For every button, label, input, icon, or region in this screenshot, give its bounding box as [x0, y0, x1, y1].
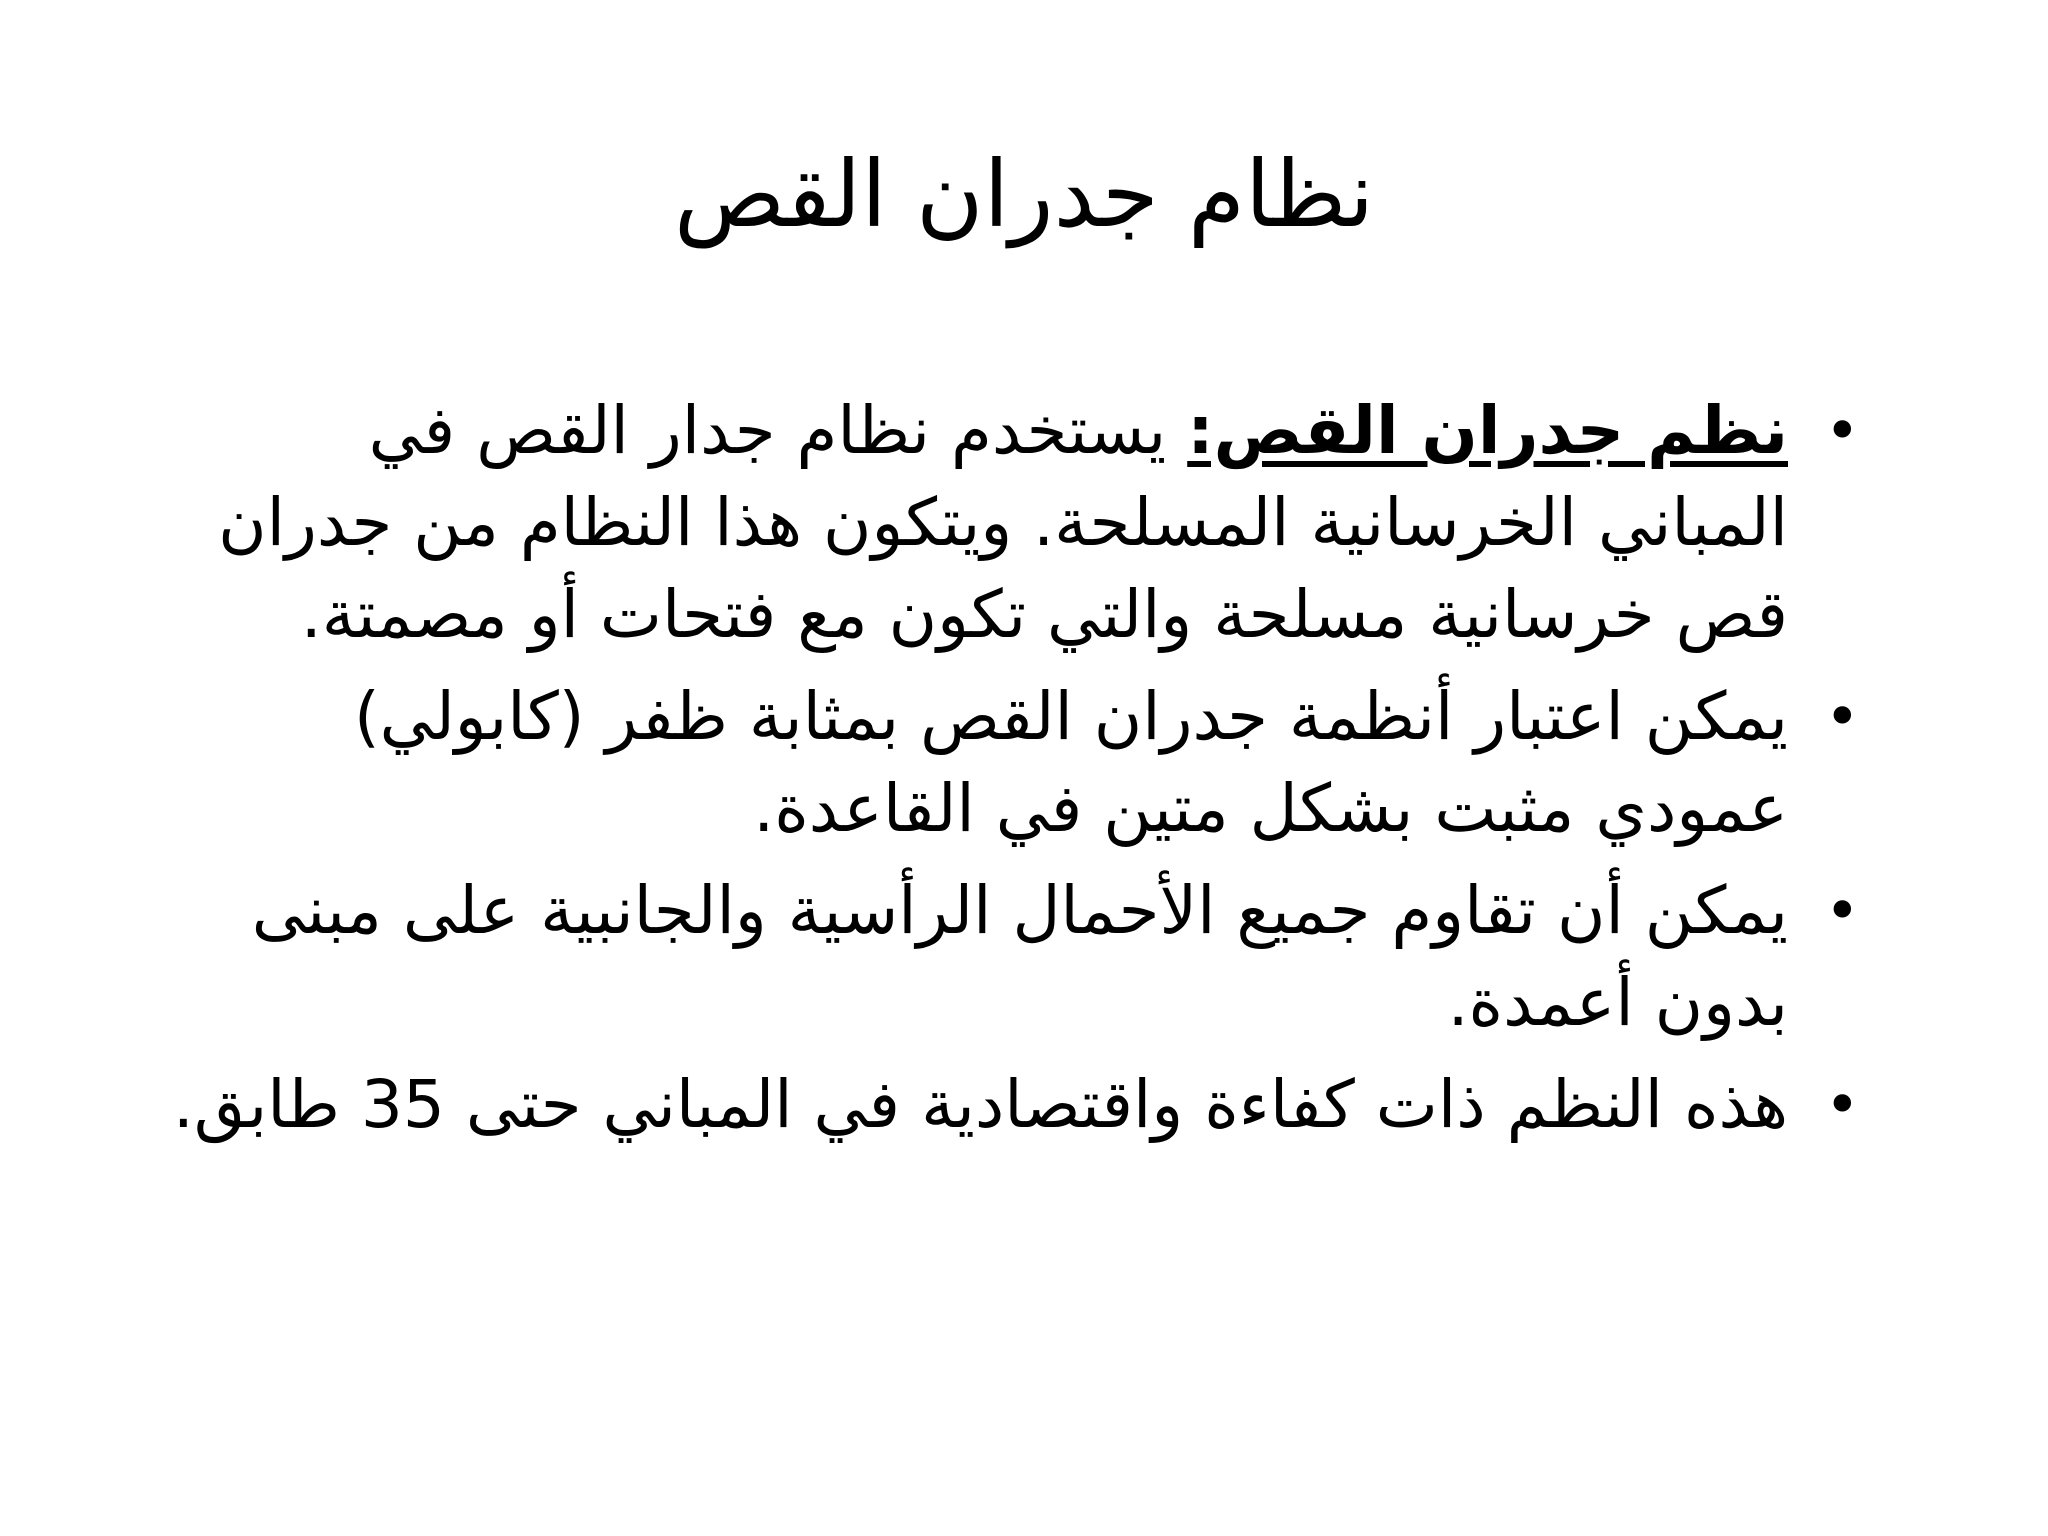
bullet-icon: • — [1824, 682, 1860, 752]
bullet-list — [168, 385, 1868, 1161]
bullet-item-3 — [168, 865, 1868, 1049]
bullet-text: يستخدم نظام جدار القص في المباني الخرسانية المسلحة. ويتكون هذا النظام من جدران قص خرسانية مسلحة والتي تكون مع فتحات أو مصمتة. — [218, 392, 1788, 653]
bullet-icon: • — [1824, 396, 1860, 466]
bullet-text: يمكن أن تقاوم جميع الأحمال الرأسية والجانبية على مبنى بدون أعمدة. — [251, 872, 1788, 1041]
bullet-text: هذه النظم ذات كفاءة واقتصادية في المباني حتى 35 طابق. — [172, 1066, 1788, 1143]
bullet-item-1 — [168, 385, 1868, 661]
bullet-item-2 — [168, 671, 1868, 855]
bullet-icon: • — [1824, 876, 1860, 946]
bullet-item-4 — [168, 1059, 1868, 1151]
bullet-icon: • — [1824, 1070, 1860, 1140]
bullet-text: يمكن اعتبار أنظمة جدران القص بمثابة ظفر (كابولي) عمودي مثبت بشكل متين في القاعدة. — [353, 678, 1788, 847]
bullet-term: نظم جدران القص: — [1187, 392, 1788, 469]
slide-title: نظام جدران القص — [673, 141, 1375, 248]
